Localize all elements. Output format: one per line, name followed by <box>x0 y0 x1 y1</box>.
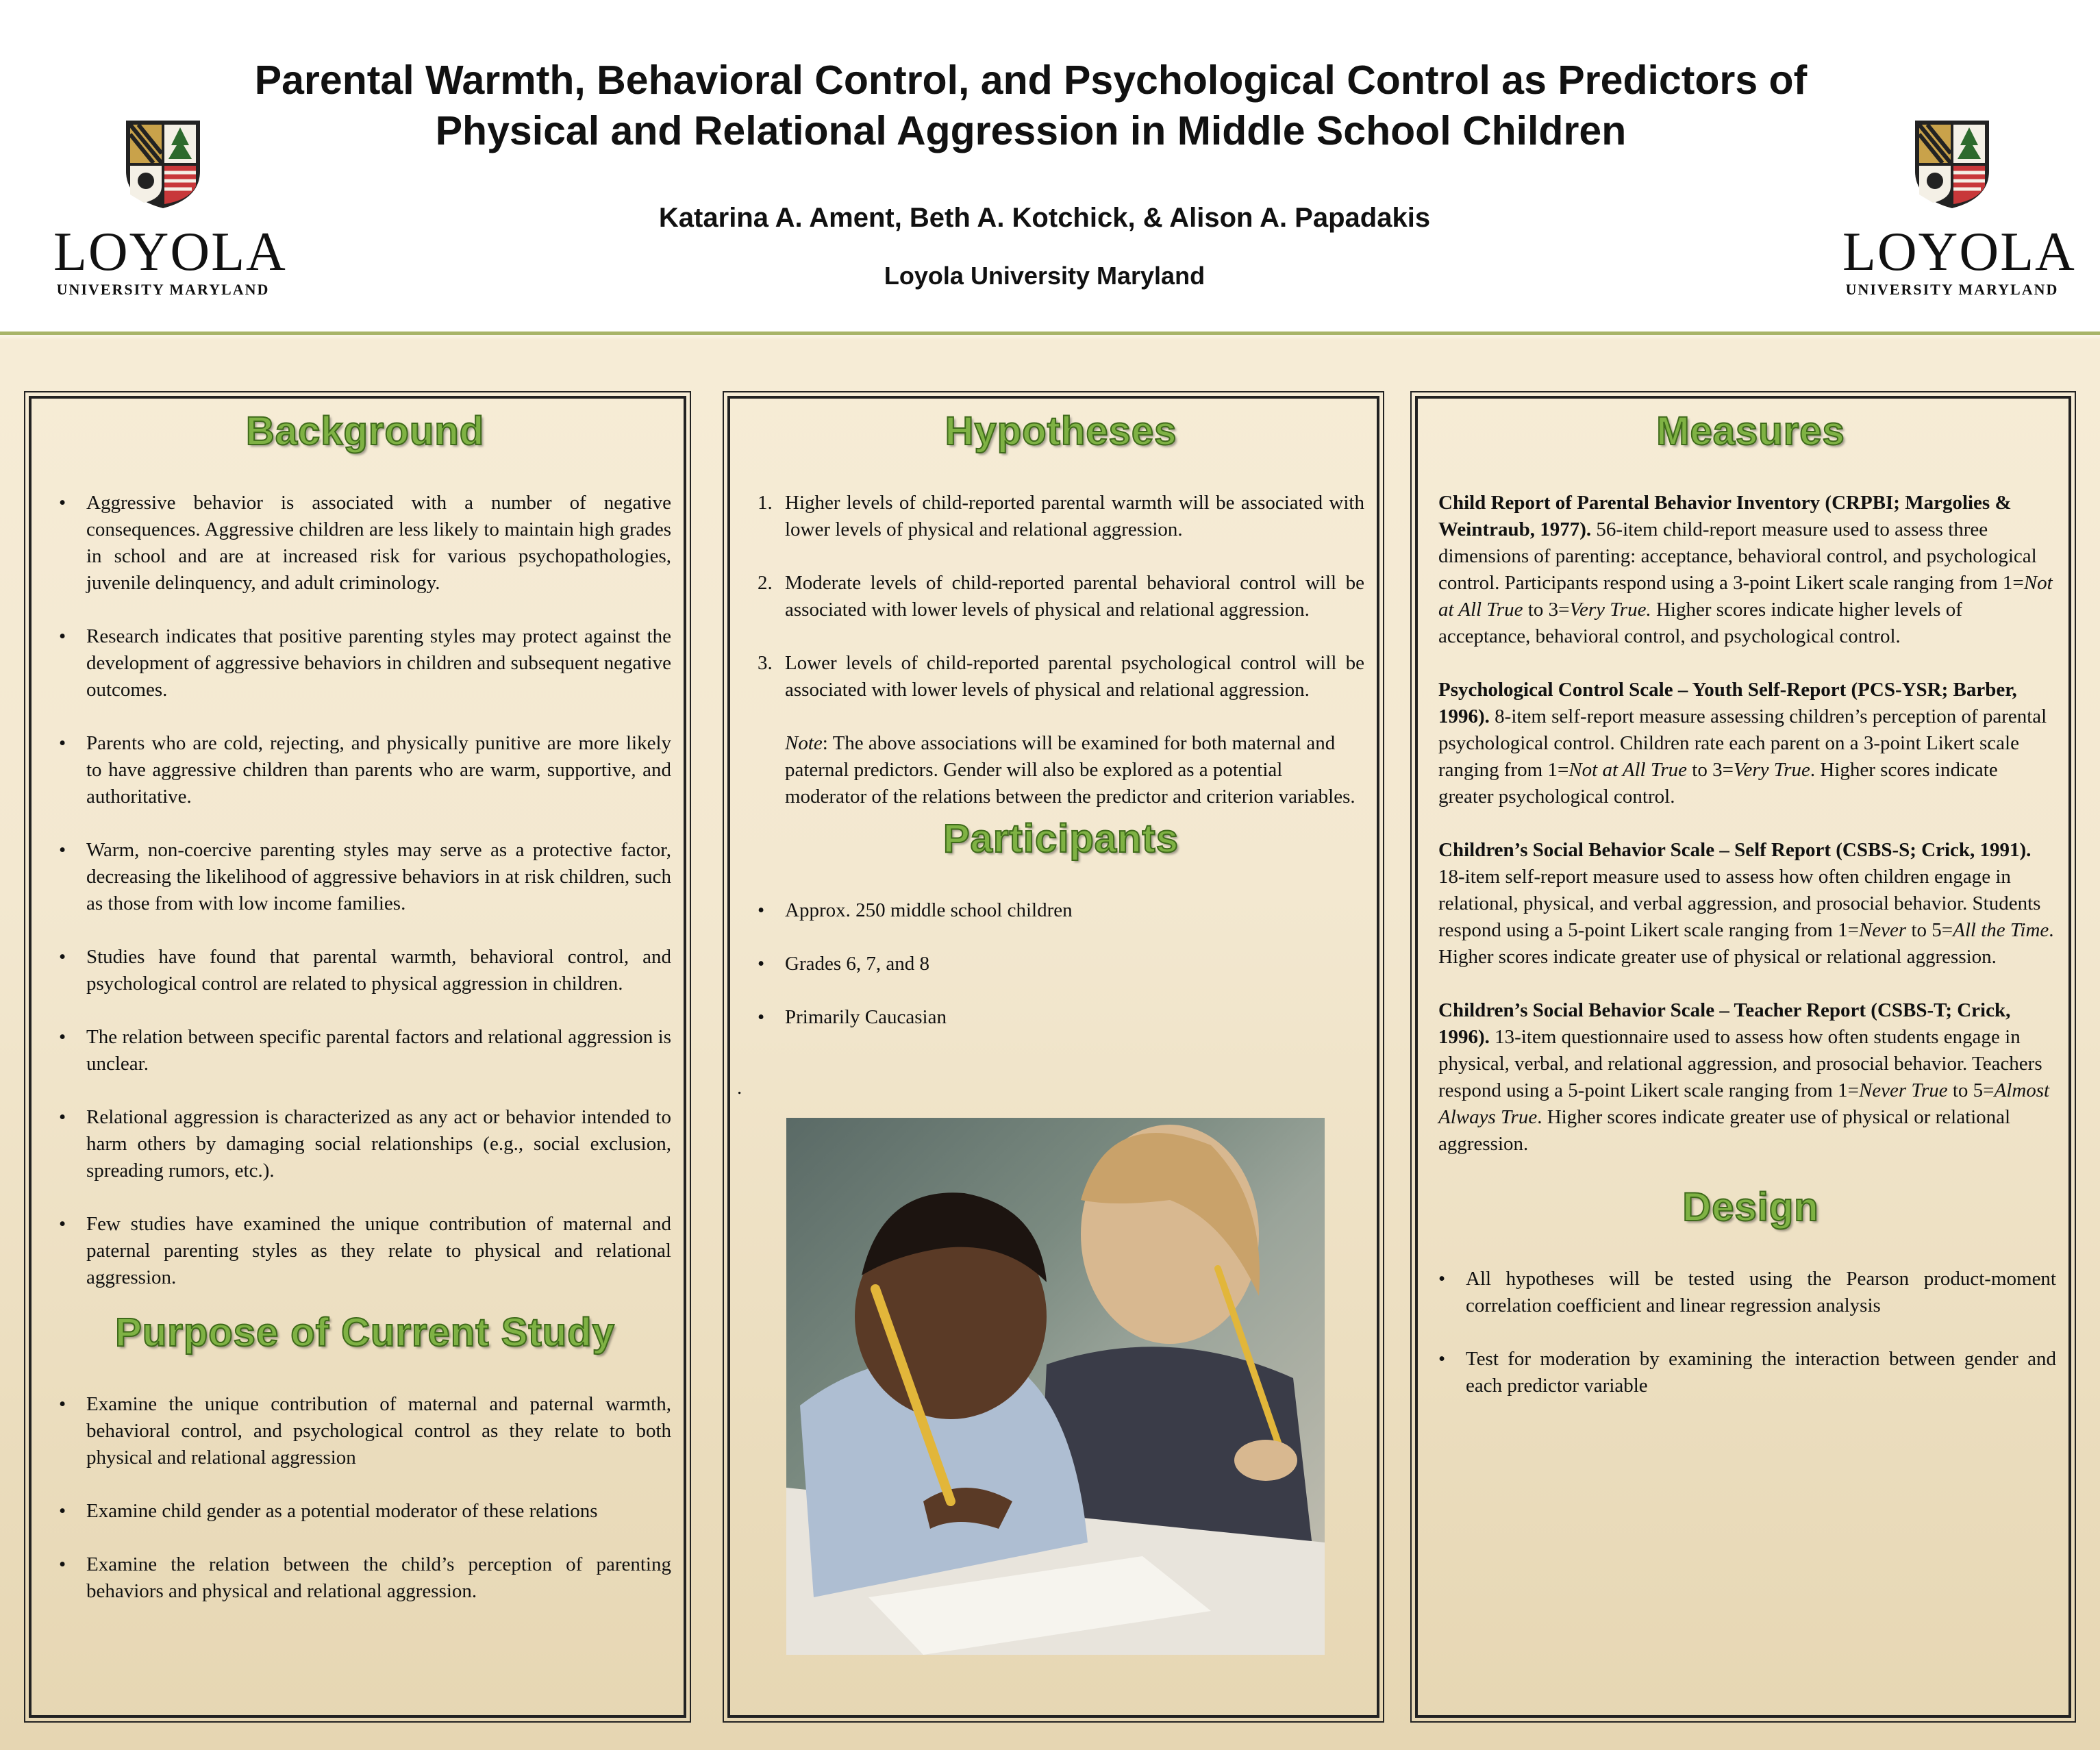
measure-anchor: Never <box>1858 919 1907 941</box>
measures-heading: Measures <box>1656 409 1845 453</box>
design-heading: Design <box>1682 1185 1819 1229</box>
measure-anchor: Never True <box>1858 1079 1948 1101</box>
measure-text: to 5= <box>1906 919 1953 941</box>
crest-icon <box>1912 118 1992 210</box>
item-number: 3. <box>758 652 773 674</box>
background-list <box>59 490 671 1291</box>
list-item: • Examine the relation between the child’s perception of parenting behaviors and physical and relational aggression. <box>59 1551 671 1605</box>
measure-text: 56-item child-report measure used to assess three dimensions of parenting: acceptance, behavioral control, and psychological control. Participants respond using a 3-point Likert scale ranging from 1= <box>1438 518 2037 594</box>
note-text: : The above associations will be examined for both maternal and paternal predictors. Gender will also be explored as a potential moderator of the relations between the predictor and criterion variables. <box>785 732 1355 808</box>
list-item: • All hypotheses will be tested using the Pearson product-moment correlation coefficient and linear regression analysis <box>1438 1266 2056 1319</box>
measures-body <box>1438 490 2056 1158</box>
title-line-1: Parental Warmth, Behavioral Control, and Psychological Control as Predictors of <box>254 58 1808 103</box>
background-heading: Background <box>245 409 485 453</box>
participants-heading: Participants <box>943 816 1179 861</box>
item-number: 1. <box>758 492 773 514</box>
hypotheses-heading: Hypotheses <box>945 409 1177 453</box>
list-item: • Warm, non-coercive parenting styles may serve as a protective factor, decreasing the likelihood of aggressive behaviors in at risk children, such as those from with low income families. <box>59 837 671 917</box>
measure-text: 8-item self-report measure assessing children’s perception of parental psychological control. Children rate each parent on a 3-point Likert scale ranging from 1= <box>1438 705 2047 781</box>
measures-panel <box>1415 396 2071 1718</box>
list-item <box>758 650 1364 703</box>
logo-wordmark: LOYOLA <box>1842 222 2076 282</box>
item-text: Lower levels of child-reported parental psychological control will be associated with lower levels of physical and relational aggression. <box>785 652 1364 701</box>
list-item: • Few studies have examined the unique contribution of maternal and paternal parenting styles as they relate to physical and relational aggression. <box>59 1211 671 1291</box>
measure-anchor: Almost Always True <box>1438 1079 2050 1128</box>
affiliation: Loyola University Maryland <box>884 262 1205 290</box>
measure-name: Psychological Control Scale – Youth Self-Report (PCS-YSR; Barber, 1996). <box>1438 679 2017 727</box>
measure-text: 13-item questionnaire used to assess how often students engage in physical, verbal, and relational aggression, and prosocial behavior. Teachers respond using a 5-point Likert scale ranging from 1= <box>1438 1026 2042 1101</box>
purpose-list <box>59 1391 671 1605</box>
measure-csbs-s <box>1438 837 2056 971</box>
measure-name: Children’s Social Behavior Scale – Self Report (CSBS-S; Crick, 1991). <box>1438 839 2032 861</box>
logo-wordmark: LOYOLA <box>53 222 287 282</box>
note-label: Note <box>785 732 823 754</box>
poster-title <box>192 55 1870 156</box>
purpose-heading: Purpose of Current Study <box>115 1310 615 1355</box>
hypotheses-note <box>758 730 1364 810</box>
list-item: • Examine the unique contribution of maternal and paternal warmth, behavioral control, and psychological control as they relate to both physical and relational aggression <box>59 1391 671 1471</box>
measure-anchor: Very True. <box>1569 599 1651 621</box>
title-line-2: Physical and Relational Aggression in Middle School Children <box>435 108 1627 153</box>
list-item <box>758 490 1364 543</box>
measure-anchor: Very True <box>1733 759 1810 781</box>
measure-anchor: Not at All True <box>1438 572 2053 621</box>
measure-csbs-t <box>1438 997 2056 1158</box>
list-item: • Examine child gender as a potential moderator of these relations <box>59 1498 671 1525</box>
item-text: Moderate levels of child-reported parental behavioral control will be associated with lower levels of physical and relational aggression. <box>785 572 1364 621</box>
background-panel <box>29 396 686 1718</box>
list-item: • Research indicates that positive parenting styles may protect against the development of aggressive behaviors in children and subsequent negative outcomes. <box>59 623 671 703</box>
logo-subtitle: UNIVERSITY MARYLAND <box>56 281 270 298</box>
measure-text: . Higher scores indicate greater use of physical or relational aggression. <box>1438 1106 2011 1155</box>
participants-list <box>758 897 1364 1031</box>
measure-text: Higher scores indicate higher levels of acceptance, behavioral control, and psychological control. <box>1438 599 1962 647</box>
measure-crpbi <box>1438 490 2056 650</box>
measure-text: . Higher scores indicate greater use of physical or relational aggression. <box>1438 919 2054 968</box>
measure-pcs-ysr <box>1438 677 2056 810</box>
authors: Katarina A. Ament, Beth A. Kotchick, & Alison A. Papadakis <box>658 203 1431 233</box>
list-item: • Aggressive behavior is associated with a number of negative consequences. Aggressive children are less likely to maintain high grades in school and are at increased risk for various psychopathologies, juvenile delinquency, and adult criminology. <box>59 490 671 597</box>
list-item: • Test for moderation by examining the interaction between gender and each predictor variable <box>1438 1346 2056 1399</box>
item-number: 2. <box>758 572 773 594</box>
list-item: • The relation between specific parental factors and relational aggression is unclear. <box>59 1024 671 1077</box>
logo-subtitle: UNIVERSITY MARYLAND <box>1845 281 2059 298</box>
list-item: • Studies have found that parental warmth, behavioral control, and psychological control are related to physical aggression in children. <box>59 944 671 997</box>
list-item: • Parents who are cold, rejecting, and physically punitive are more likely to have aggressive children than parents who are warm, supportive, and authoritative. <box>59 730 671 810</box>
measure-text: to 3= <box>1523 599 1570 621</box>
measure-text: 18-item self-report measure used to assess how often children engage in relational, physical, and verbal aggression, and prosocial behavior. Students respond using a 5-point Likert scale ranging from 1= <box>1438 866 2041 941</box>
hypotheses-list <box>758 490 1364 703</box>
list-item: • Primarily Caucasian <box>758 1004 1364 1031</box>
measure-name: Children’s Social Behavior Scale – Teacher Report (CSBS-T; Crick, 1996). <box>1438 999 2011 1048</box>
stray-dot: . <box>737 1077 742 1099</box>
loyola-logo-right <box>1842 118 2076 299</box>
measure-text: to 5= <box>1947 1079 1995 1101</box>
list-item: • Approx. 250 middle school children <box>758 897 1364 924</box>
list-item <box>758 570 1364 623</box>
students-photo <box>786 1118 1325 1655</box>
hypotheses-panel <box>727 396 1379 1718</box>
item-text: Higher levels of child-reported parental warmth will be associated with lower levels of physical and relational aggression. <box>785 492 1364 540</box>
poster-header <box>0 0 2100 335</box>
measure-text: . Higher scores indicate greater psychological control. <box>1438 759 1998 808</box>
measure-name: Child Report of Parental Behavior Inventory (CRPBI; Margolies & Weintraub, 1977). <box>1438 492 2012 540</box>
measure-text: to 3= <box>1687 759 1734 781</box>
list-item: • Grades 6, 7, and 8 <box>758 951 1364 977</box>
design-list <box>1438 1266 2056 1399</box>
measure-anchor: All the Time <box>1953 919 2049 941</box>
measure-anchor: Not at All True <box>1568 759 1688 781</box>
crest-icon <box>123 118 203 210</box>
students-illustration <box>786 1118 1325 1655</box>
list-item: • Relational aggression is characterized as any act or behavior intended to harm others by damaging social relationships (e.g., social exclusion, spreading rumors, etc.). <box>59 1104 671 1184</box>
